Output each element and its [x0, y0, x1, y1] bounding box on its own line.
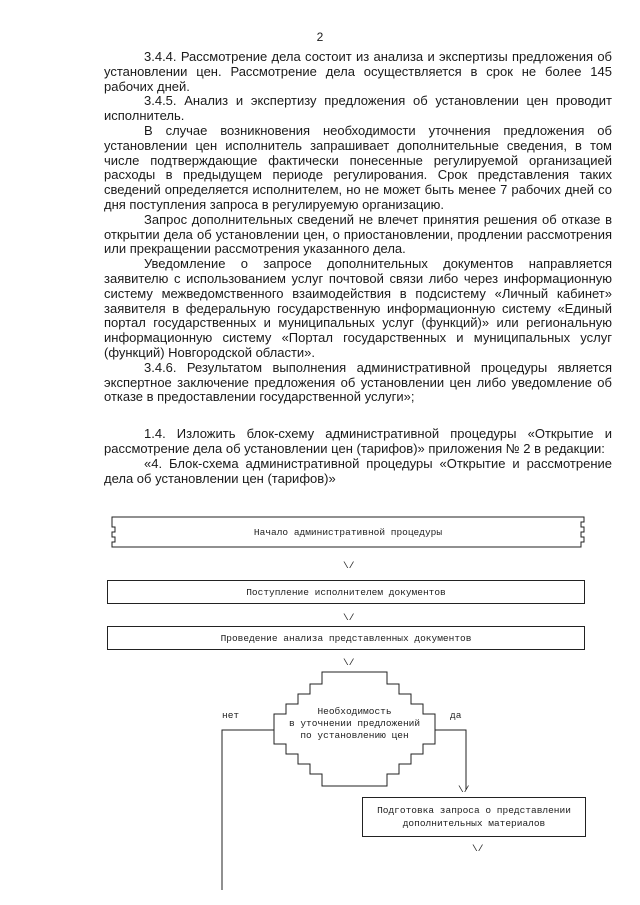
paragraph-request: Запрос дополнительных сведений не влечет принятия решения об отказе в открытии дела об установлении цен, о приостановлении, продлении рассмотрения или прекращении рассмотрения указанного дела. [104, 211, 612, 257]
paragraph-3-4-4: 3.4.4. Рассмотрение дела состоит из анализа и экспертизы предложения об установлении цен. Рассмотрение дела осуществляется в срок не более 145 рабочих дней. [104, 49, 612, 94]
arrow-down-3: \/ [343, 657, 355, 668]
decision-line-1: Необходимость [317, 706, 392, 717]
arrow-down-1: \/ [343, 560, 355, 571]
paragraph-clarification: В случае возникновения необходимости уточнения предложения об установлении цен исполнитель запрашивает дополнительные сведения, в том числе подтверждающие фактически понесенные регулируемой организацией расходы в предыдущем периоде регулирования. Срок представления таких сведений определяется исполнителем, но не может быть менее 7 рабочих дней со дня поступления запроса в регулируемую организацию. [104, 122, 612, 212]
arrow-down-4: \/ [458, 784, 470, 795]
arrow-down-5: \/ [472, 843, 484, 854]
paragraph-flowchart-title: «4. Блок-схема административной процедуры «Открытие и рассмотрение дела об установлении цен (тарифов)» [104, 455, 612, 486]
start-box: Начало административной процедуры [253, 526, 443, 538]
decision-line-3: по установлению цен [300, 730, 409, 741]
request-line-1: Подготовка запроса о представлении [377, 805, 571, 816]
request-box [362, 797, 586, 837]
no-label: нет [222, 710, 240, 721]
paragraph-3-4-5: 3.4.5. Анализ и экспертизу предложения об установлении цен проводит исполнитель. [104, 93, 612, 124]
paragraph-3-4-6: 3.4.6. Результатом выполнения административной процедуры является экспертное заключение предложения об установлении цен либо уведомление об отказе в предоставлении государственной услуги»; [104, 359, 612, 405]
receipt-box: Поступление исполнителем документов [107, 580, 585, 604]
decision-text [274, 706, 435, 742]
request-line-2: дополнительных материалов [402, 818, 546, 829]
analysis-box: Проведение анализа представленных документов [107, 626, 585, 650]
decision-line-2: в уточнении предложений [288, 718, 421, 729]
paragraph-1-4: 1.4. Изложить блок-схему административной процедуры «Открытие и рассмотрение дела об установлении цен (тарифов)» приложения № 2 в редакции: [104, 426, 612, 456]
arrow-down-2: \/ [343, 612, 355, 623]
paragraph-notification: Уведомление о запросе дополнительных документов направляется заявителю с использованием услуг почтовой связи либо через информационную систему межведомственного взаимодействия в подсистему «Личный кабинет» заявителя в федеральную государственную информационную систему «Единый портал государственных и муниципальных услуг (функций)» или региональную информационную систему «Портал государственных и муниципальных услуг (функций) Новгородской области». [104, 256, 612, 360]
yes-branch-line [435, 730, 466, 790]
no-branch-line [222, 730, 274, 890]
yes-label: да [450, 710, 462, 721]
page-number: 2 [316, 30, 324, 44]
